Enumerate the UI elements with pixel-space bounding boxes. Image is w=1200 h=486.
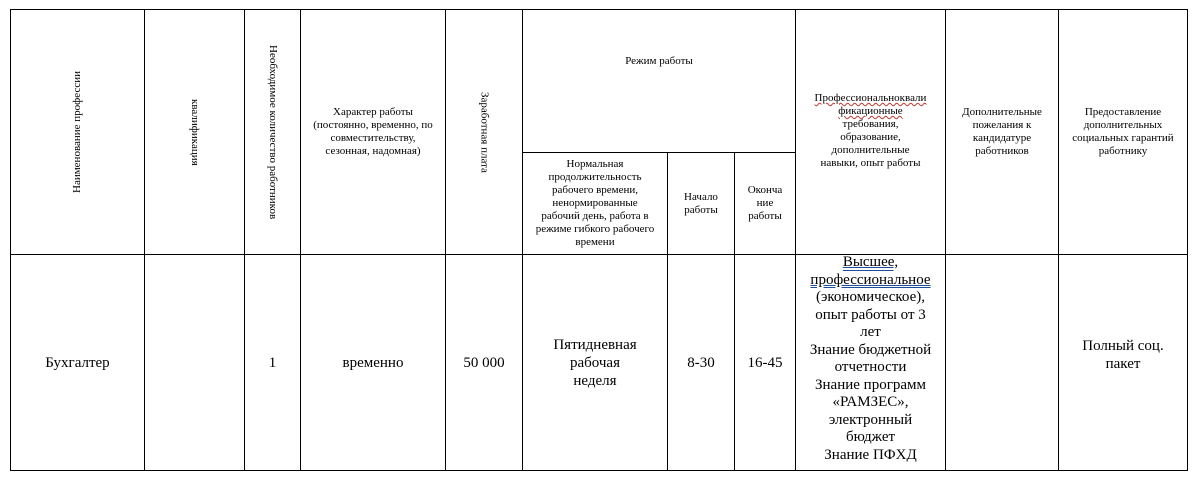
header-requirements	[796, 10, 946, 255]
header-work-character-text: Характер работы (постоянно, временно, по совместительству, сезонная, надомная)	[313, 106, 433, 157]
cell-requirements	[796, 255, 946, 471]
header-work-character	[301, 10, 446, 255]
header-end-text: Оконча ние работы	[747, 184, 783, 222]
cell-end	[735, 255, 796, 471]
header-guarantees-text: Предоставление дополнительных социальных гарантий работнику	[1072, 106, 1174, 157]
header-wishes	[946, 10, 1059, 255]
cell-duration-text: Пятидневная рабочая неделя	[553, 336, 637, 389]
cell-work-character-text: временно	[342, 354, 404, 371]
cell-workers-needed-text: 1	[268, 354, 277, 371]
cell-requirements-text-a: Высшее, профессиональное	[810, 254, 931, 288]
cell-requirements-text-c: Знание бюджетной отчетности	[809, 341, 932, 375]
header-workers-needed-text: Необходимое количество работников	[267, 44, 279, 220]
cell-salary-text: 50 000	[463, 354, 505, 371]
cell-requirements-text-d: Знание программ «РАМЗЕС», электронный бюджет	[815, 376, 926, 445]
cell-guarantees	[1059, 255, 1188, 471]
header-salary	[446, 10, 523, 255]
header-qualification-text: квалификация	[189, 98, 201, 166]
vacancy-table	[10, 9, 1188, 471]
header-qualification	[145, 10, 245, 255]
cell-start-text: 8-30	[687, 354, 715, 371]
cell-wishes	[946, 255, 1059, 471]
header-duration	[523, 153, 668, 255]
header-profession	[11, 10, 145, 255]
header-work-mode	[523, 10, 796, 153]
cell-start	[668, 255, 735, 471]
header-work-mode-text: Режим работы	[625, 54, 693, 67]
header-requirements-text-b: требования, образование, дополнительные навыки, опыт работы	[820, 118, 921, 169]
cell-qualification	[145, 255, 245, 471]
header-requirements-text-a: Профессиональноквали фикационные	[814, 92, 927, 117]
header-end	[735, 153, 796, 255]
header-wishes-text: Дополнительные пожелания к кандидатуре работников	[962, 106, 1042, 157]
header-start-text: Начало работы	[684, 190, 718, 216]
header-salary-text: Заработная плата	[478, 91, 491, 173]
cell-guarantees-text: Полный соц. пакет	[1082, 337, 1164, 372]
cell-workers-needed	[245, 255, 301, 471]
cell-profession	[11, 255, 145, 471]
cell-salary	[446, 255, 523, 471]
cell-profession-text: Бухгалтер	[45, 354, 110, 371]
cell-duration	[523, 255, 668, 471]
header-profession-text: Наименование профессии	[71, 71, 83, 193]
header-guarantees	[1059, 10, 1188, 255]
cell-end-text: 16-45	[747, 354, 783, 371]
header-workers-needed	[245, 10, 301, 255]
header-duration-text: Нормальная продолжительность рабочего времени, ненормированные рабочий день, работа в режиме гибкого рабочего времени	[535, 158, 655, 248]
header-start	[668, 153, 735, 255]
cell-work-character	[301, 255, 446, 471]
cell-requirements-text-e: Знание ПФХД	[824, 446, 917, 463]
cell-requirements-text-b: (экономическое), опыт работы от 3 лет	[815, 289, 926, 340]
